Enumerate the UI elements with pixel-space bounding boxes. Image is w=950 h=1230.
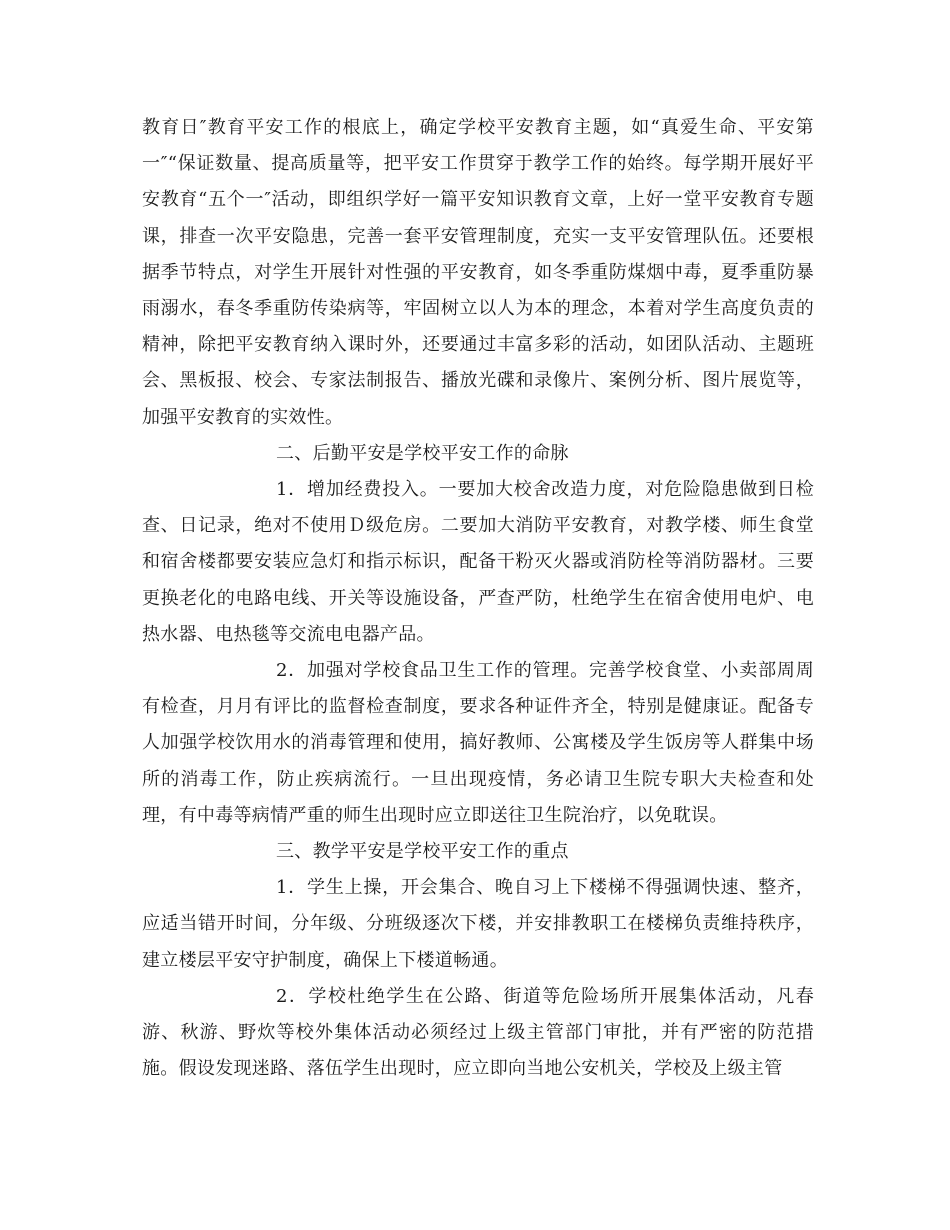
section-heading-teaching-safety: 三、教学平安是学校平安工作的重点 bbox=[276, 841, 569, 863]
paragraph-funding-investment: 1．增加经费投入。一要加大校舍改造力度，对危险隐患做到日检查、日记录，绝对不使用Ｄ级危房。二要加大消防平安教育，对教学楼、师生食堂和宿舍楼都要安装应急灯和指示标识，配备干粉灭火器或消防栓等消防器材。三要更换老化的电路电线、开关等设施设备，严查严防，杜绝学生在宿舍使用电炉、电热水器、电热毯等交流电电器产品。 bbox=[142, 479, 814, 645]
section-heading-logistics-safety: 二、后勤平安是学校平安工作的命脉 bbox=[276, 442, 569, 464]
paragraph-outdoor-activities: 2．学校杜绝学生在公路、街道等危险场所开展集体活动，凡春游、秋游、野炊等校外集体活动必须经过上级主管部门审批，并有严密的防范措施。假设发现迷路、落伍学生出现时，应立即向当地公安机关，学校及上级主管 bbox=[142, 985, 814, 1080]
paragraph-stairway-order: 1．学生上操，开会集合、晚自习上下楼梯不得强调快速、整齐，应适当错开时间，分年级、分班级逐次下楼，并安排教职工在楼梯负责维持秩序，建立楼层平安守护制度，确保上下楼道畅通。 bbox=[142, 877, 814, 971]
paragraph-intro-continued: 教育日″教育平安工作的根底上，确定学校平安教育主题，如“真爱生命、平安第一″“保证数量、提高质量等，把平安工作贯穿于教学工作的始终。每学期开展好平安教育“五个一″活动，即组织学好一篇平安知识教育文章，上好一堂平安教育专题课，排查一次平安隐患，完善一套平安管理制度，充实一支平安管理队伍。还要根据季节特点，对学生开展针对性强的平安教育，如冬季重防煤烟中毒，夏季重防暴雨溺水，春冬季重防传染病等，牢固树立以人为本的理念，本着对学生高度负责的精神，除把平安教育纳入课时外，还要通过丰富多彩的活动，如团队活动、主题班会、黑板报、校会、专家法制报告、播放光碟和录像片、案例分析、图片展览等，加强平安教育的实效性。 bbox=[142, 117, 814, 428]
document-body bbox=[142, 110, 814, 1087]
paragraph-food-hygiene: 2．加强对学校食品卫生工作的管理。完善学校食堂、小卖部周周有检查，月月有评比的监督检查制度，要求各种证件齐全，特别是健康证。配备专人加强学校饮用水的消毒管理和使用，搞好教师、公寓楼及学生饭房等人群集中场所的消毒工作，防止疾病流行。一旦出现疫情，务必请卫生院专职大夫检查和处理，有中毒等病情严重的师生出现时应立即送往卫生院治疗，以免耽误。 bbox=[142, 660, 814, 826]
